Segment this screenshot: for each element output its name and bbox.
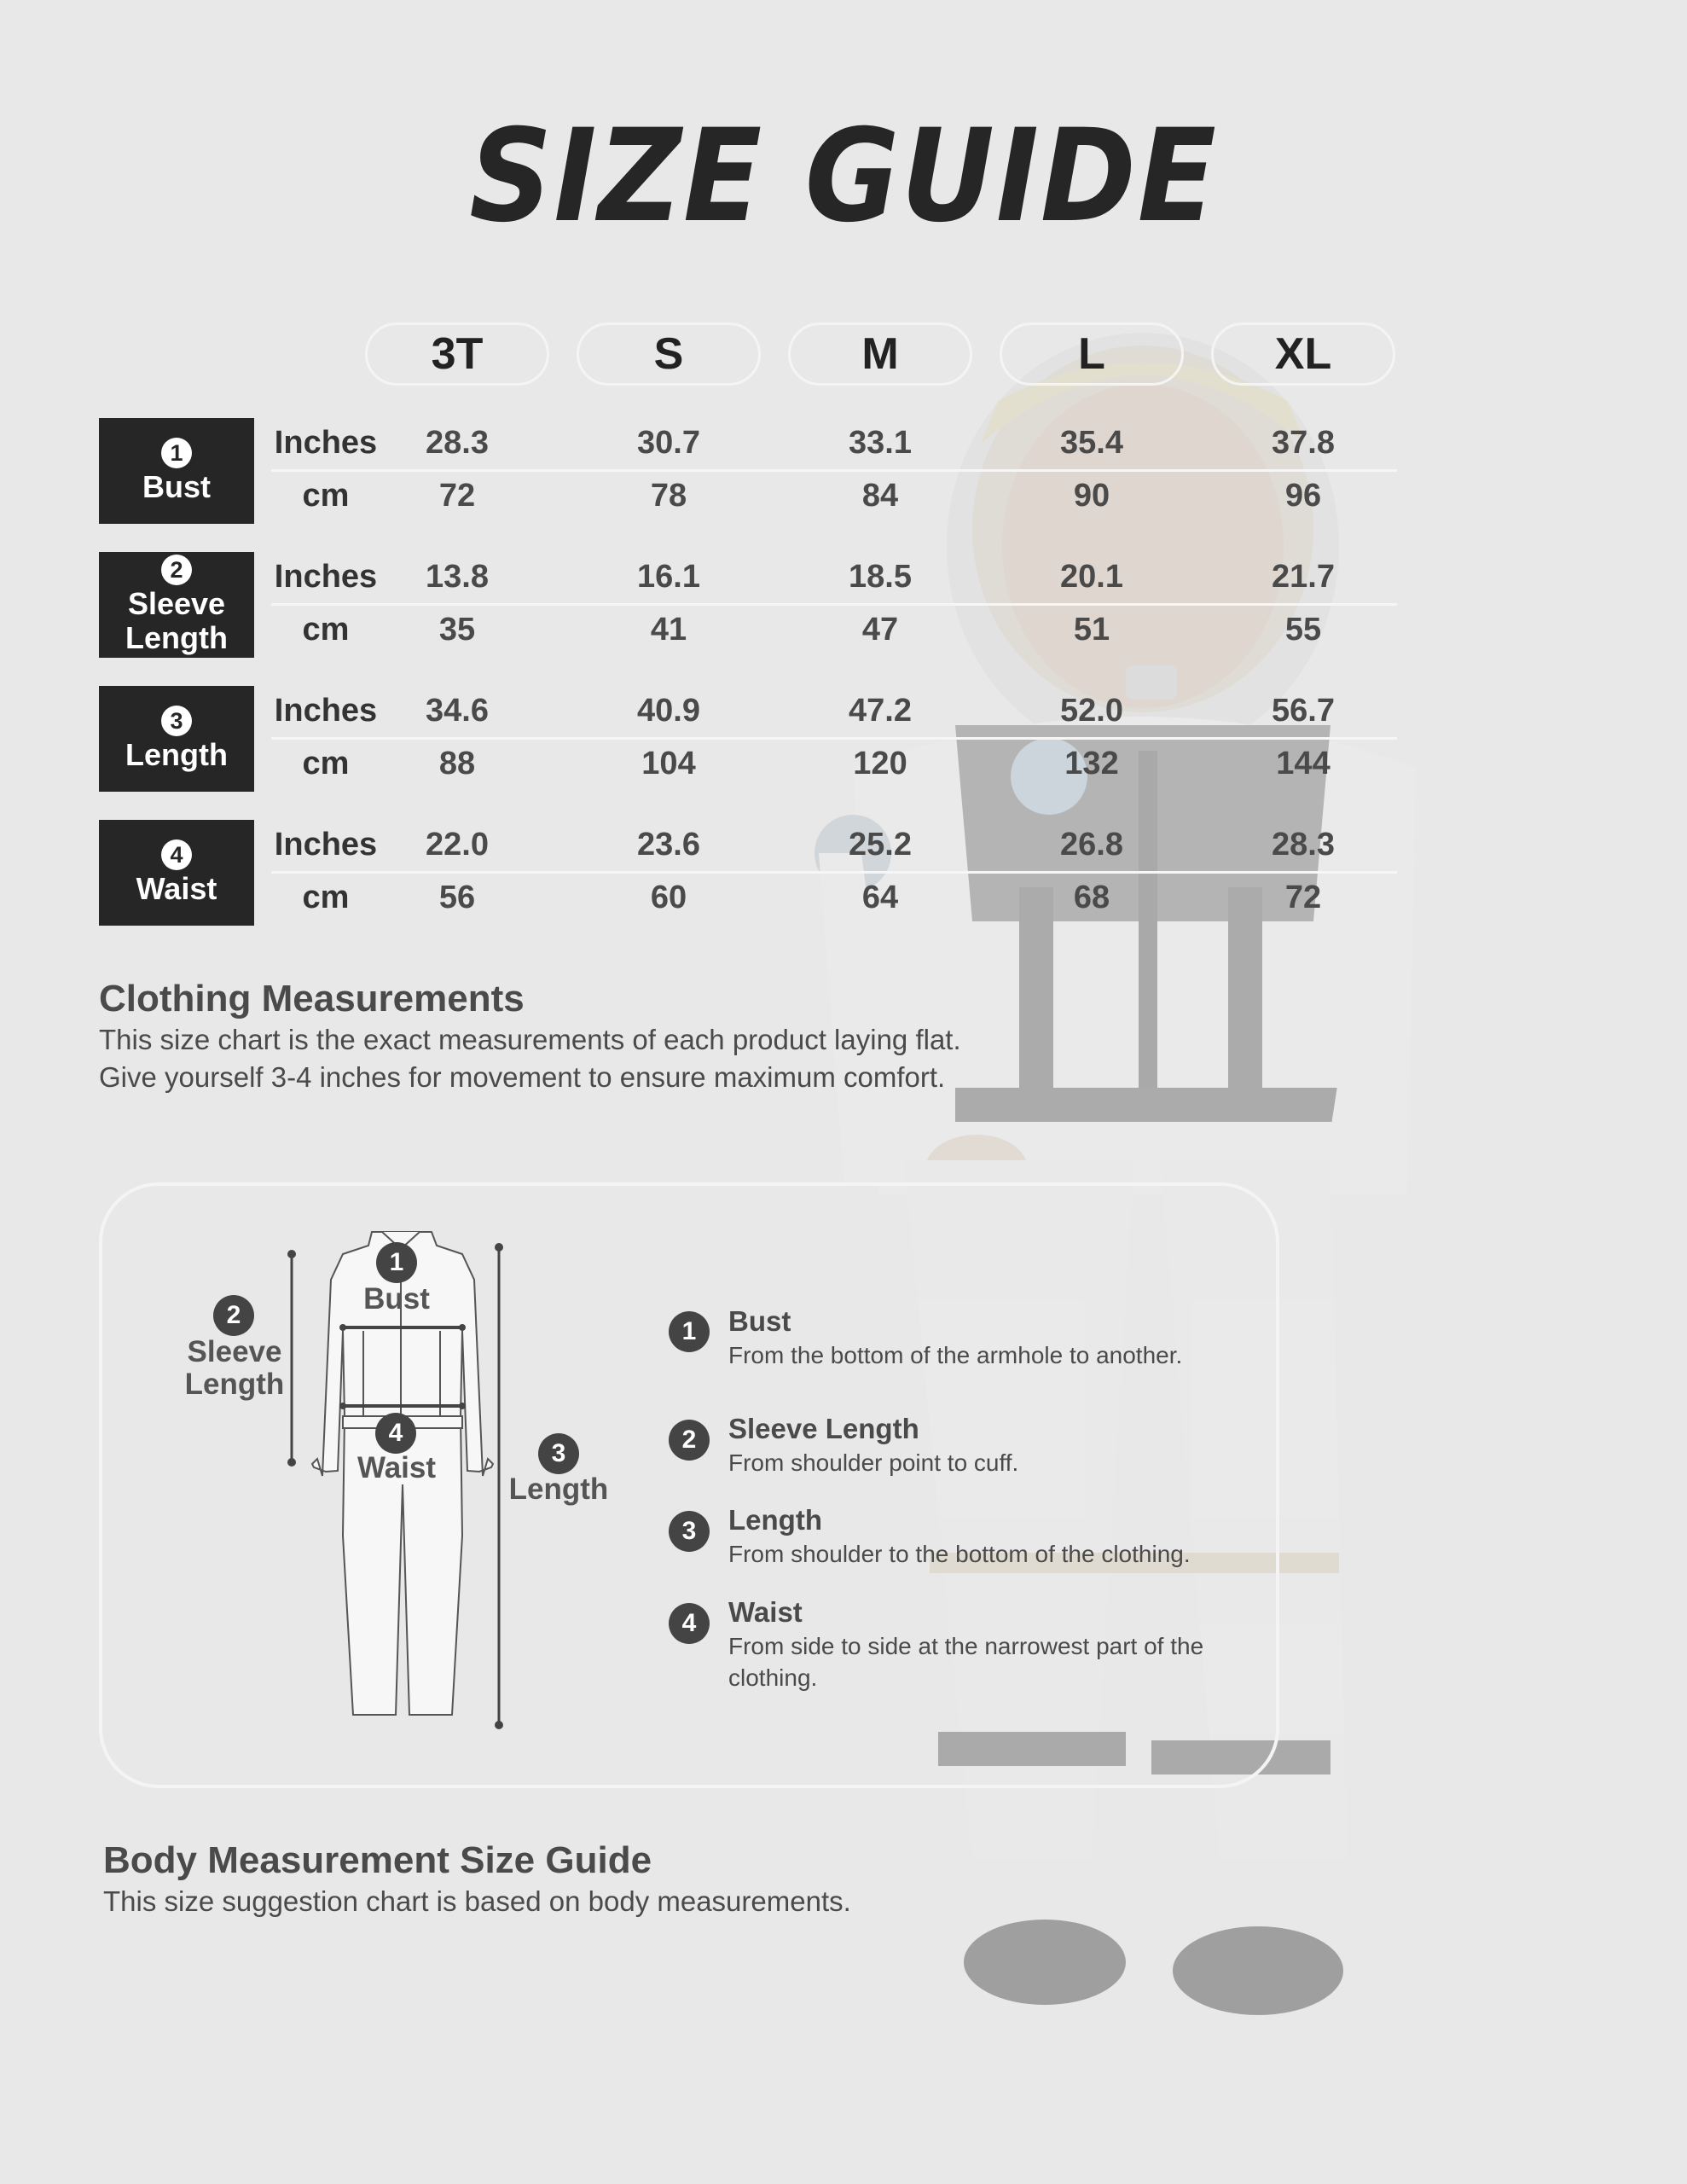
legend-desc-bust: From the bottom of the armhole to another. xyxy=(728,1342,1183,1368)
table-cell: 18.5 xyxy=(849,559,912,595)
legend-desc-waist: From side to side at the narrowest part of the clothing. xyxy=(728,1633,1204,1691)
legend-title-waist: Waist xyxy=(728,1596,803,1628)
legend-number-1: 1 xyxy=(669,1311,710,1352)
row-divider xyxy=(271,603,1397,606)
page-title: SIZE GUIDE xyxy=(469,102,1218,251)
diagram-label-length: Length xyxy=(508,1472,609,1506)
table-cell: 144 xyxy=(1276,746,1330,781)
table-cell: 23.6 xyxy=(637,827,700,863)
legend-title-sleeve-length: Sleeve Length xyxy=(728,1413,919,1444)
unit-inches: Inches xyxy=(274,425,378,461)
measure-label-text: Waist xyxy=(136,871,217,906)
table-cell: 47 xyxy=(861,612,899,648)
number-badge: 2 xyxy=(161,555,192,585)
measure-label-sleeve-length xyxy=(99,552,254,658)
table-cell: 28.3 xyxy=(426,425,489,461)
legend-title-length: Length xyxy=(728,1504,822,1536)
measurement-diagram-panel xyxy=(99,1182,1279,1788)
table-cell: 78 xyxy=(650,478,687,514)
measure-label-bust xyxy=(99,418,254,524)
legend-desc-sleeve-length: From shoulder point to cuff. xyxy=(728,1449,1019,1476)
measure-label-text: Sleeve xyxy=(127,586,226,621)
diagram-number-2: 2 xyxy=(213,1295,254,1336)
measure-label-text: Bust xyxy=(142,469,211,504)
table-cell: 72 xyxy=(1284,880,1322,915)
table-cell: 40.9 xyxy=(637,693,700,729)
diagram-label-sleeve-line-2: Length xyxy=(184,1368,285,1401)
unit-cm: cm xyxy=(302,478,350,514)
diagram-label-sleeve-line-1: Sleeve xyxy=(187,1335,282,1368)
table-cell: 20.1 xyxy=(1060,559,1123,595)
table-cell: 16.1 xyxy=(637,559,700,595)
table-cell: 84 xyxy=(861,478,899,514)
diagram-number-3: 3 xyxy=(538,1433,579,1474)
size-header-3t: 3T xyxy=(365,322,549,386)
measure-label-length xyxy=(99,686,254,792)
diagram-number-4: 4 xyxy=(375,1413,416,1454)
clothing-measurements-line-1: This size chart is the exact measurements of each product laying flat. xyxy=(99,1024,961,1055)
table-cell: 90 xyxy=(1073,478,1110,514)
legend-title-bust: Bust xyxy=(728,1305,791,1337)
size-header-m: M xyxy=(788,322,972,386)
table-cell: 120 xyxy=(853,746,907,781)
legend-number-4: 4 xyxy=(669,1603,710,1644)
table-cell: 34.6 xyxy=(426,693,489,729)
table-cell: 68 xyxy=(1073,880,1110,915)
unit-cm: cm xyxy=(302,612,350,648)
measure-label-text: Length xyxy=(125,737,228,772)
measure-label-waist xyxy=(99,820,254,926)
table-cell: 25.2 xyxy=(849,827,912,863)
row-divider xyxy=(271,871,1397,874)
table-cell: 13.8 xyxy=(426,559,489,595)
table-cell: 21.7 xyxy=(1272,559,1335,595)
size-header-xl: XL xyxy=(1211,322,1395,386)
unit-cm: cm xyxy=(302,746,350,781)
clothing-measurements-line-2: Give yourself 3-4 inches for movement to ensure maximum comfort. xyxy=(99,1061,946,1093)
number-badge: 1 xyxy=(161,438,192,468)
unit-inches: Inches xyxy=(274,693,378,729)
body-measurement-line-1: This size suggestion chart is based on body measurements. xyxy=(103,1885,851,1917)
table-cell: 55 xyxy=(1284,612,1322,648)
table-cell: 26.8 xyxy=(1060,827,1123,863)
number-badge: 4 xyxy=(161,839,192,870)
table-cell: 35.4 xyxy=(1060,425,1123,461)
table-cell: 88 xyxy=(438,746,476,781)
table-cell: 52.0 xyxy=(1060,693,1123,729)
table-cell: 51 xyxy=(1073,612,1110,648)
size-header-s: S xyxy=(577,322,761,386)
diagram-label-bust: Bust xyxy=(363,1282,430,1316)
table-cell: 132 xyxy=(1064,746,1119,781)
number-badge: 3 xyxy=(161,706,192,736)
diagram-label-waist: Waist xyxy=(357,1451,437,1484)
unit-cm: cm xyxy=(302,880,350,915)
unit-inches: Inches xyxy=(274,827,378,863)
legend-number-3: 3 xyxy=(669,1511,710,1552)
clothing-measurements-heading: Clothing Measurements xyxy=(99,978,525,1019)
table-cell: 104 xyxy=(641,746,696,781)
unit-inches: Inches xyxy=(274,559,378,595)
table-cell: 56.7 xyxy=(1272,693,1335,729)
table-cell: 96 xyxy=(1284,478,1322,514)
table-cell: 37.8 xyxy=(1272,425,1335,461)
table-cell: 41 xyxy=(650,612,687,648)
legend-number-2: 2 xyxy=(669,1420,710,1461)
row-divider xyxy=(271,737,1397,740)
row-divider xyxy=(271,469,1397,472)
table-cell: 35 xyxy=(438,612,476,648)
size-header-l: L xyxy=(1000,322,1184,386)
table-cell: 47.2 xyxy=(849,693,912,729)
table-cell: 22.0 xyxy=(426,827,489,863)
table-cell: 56 xyxy=(438,880,476,915)
body-measurement-heading: Body Measurement Size Guide xyxy=(103,1839,652,1881)
table-cell: 28.3 xyxy=(1272,827,1335,863)
table-cell: 64 xyxy=(861,880,899,915)
table-cell: 72 xyxy=(438,478,476,514)
table-cell: 30.7 xyxy=(637,425,700,461)
table-cell: 33.1 xyxy=(849,425,912,461)
table-cell: 60 xyxy=(650,880,687,915)
measure-label-text: Length xyxy=(125,620,228,655)
legend-desc-length: From shoulder to the bottom of the clothing. xyxy=(728,1541,1191,1567)
diagram-number-1: 1 xyxy=(376,1242,417,1283)
